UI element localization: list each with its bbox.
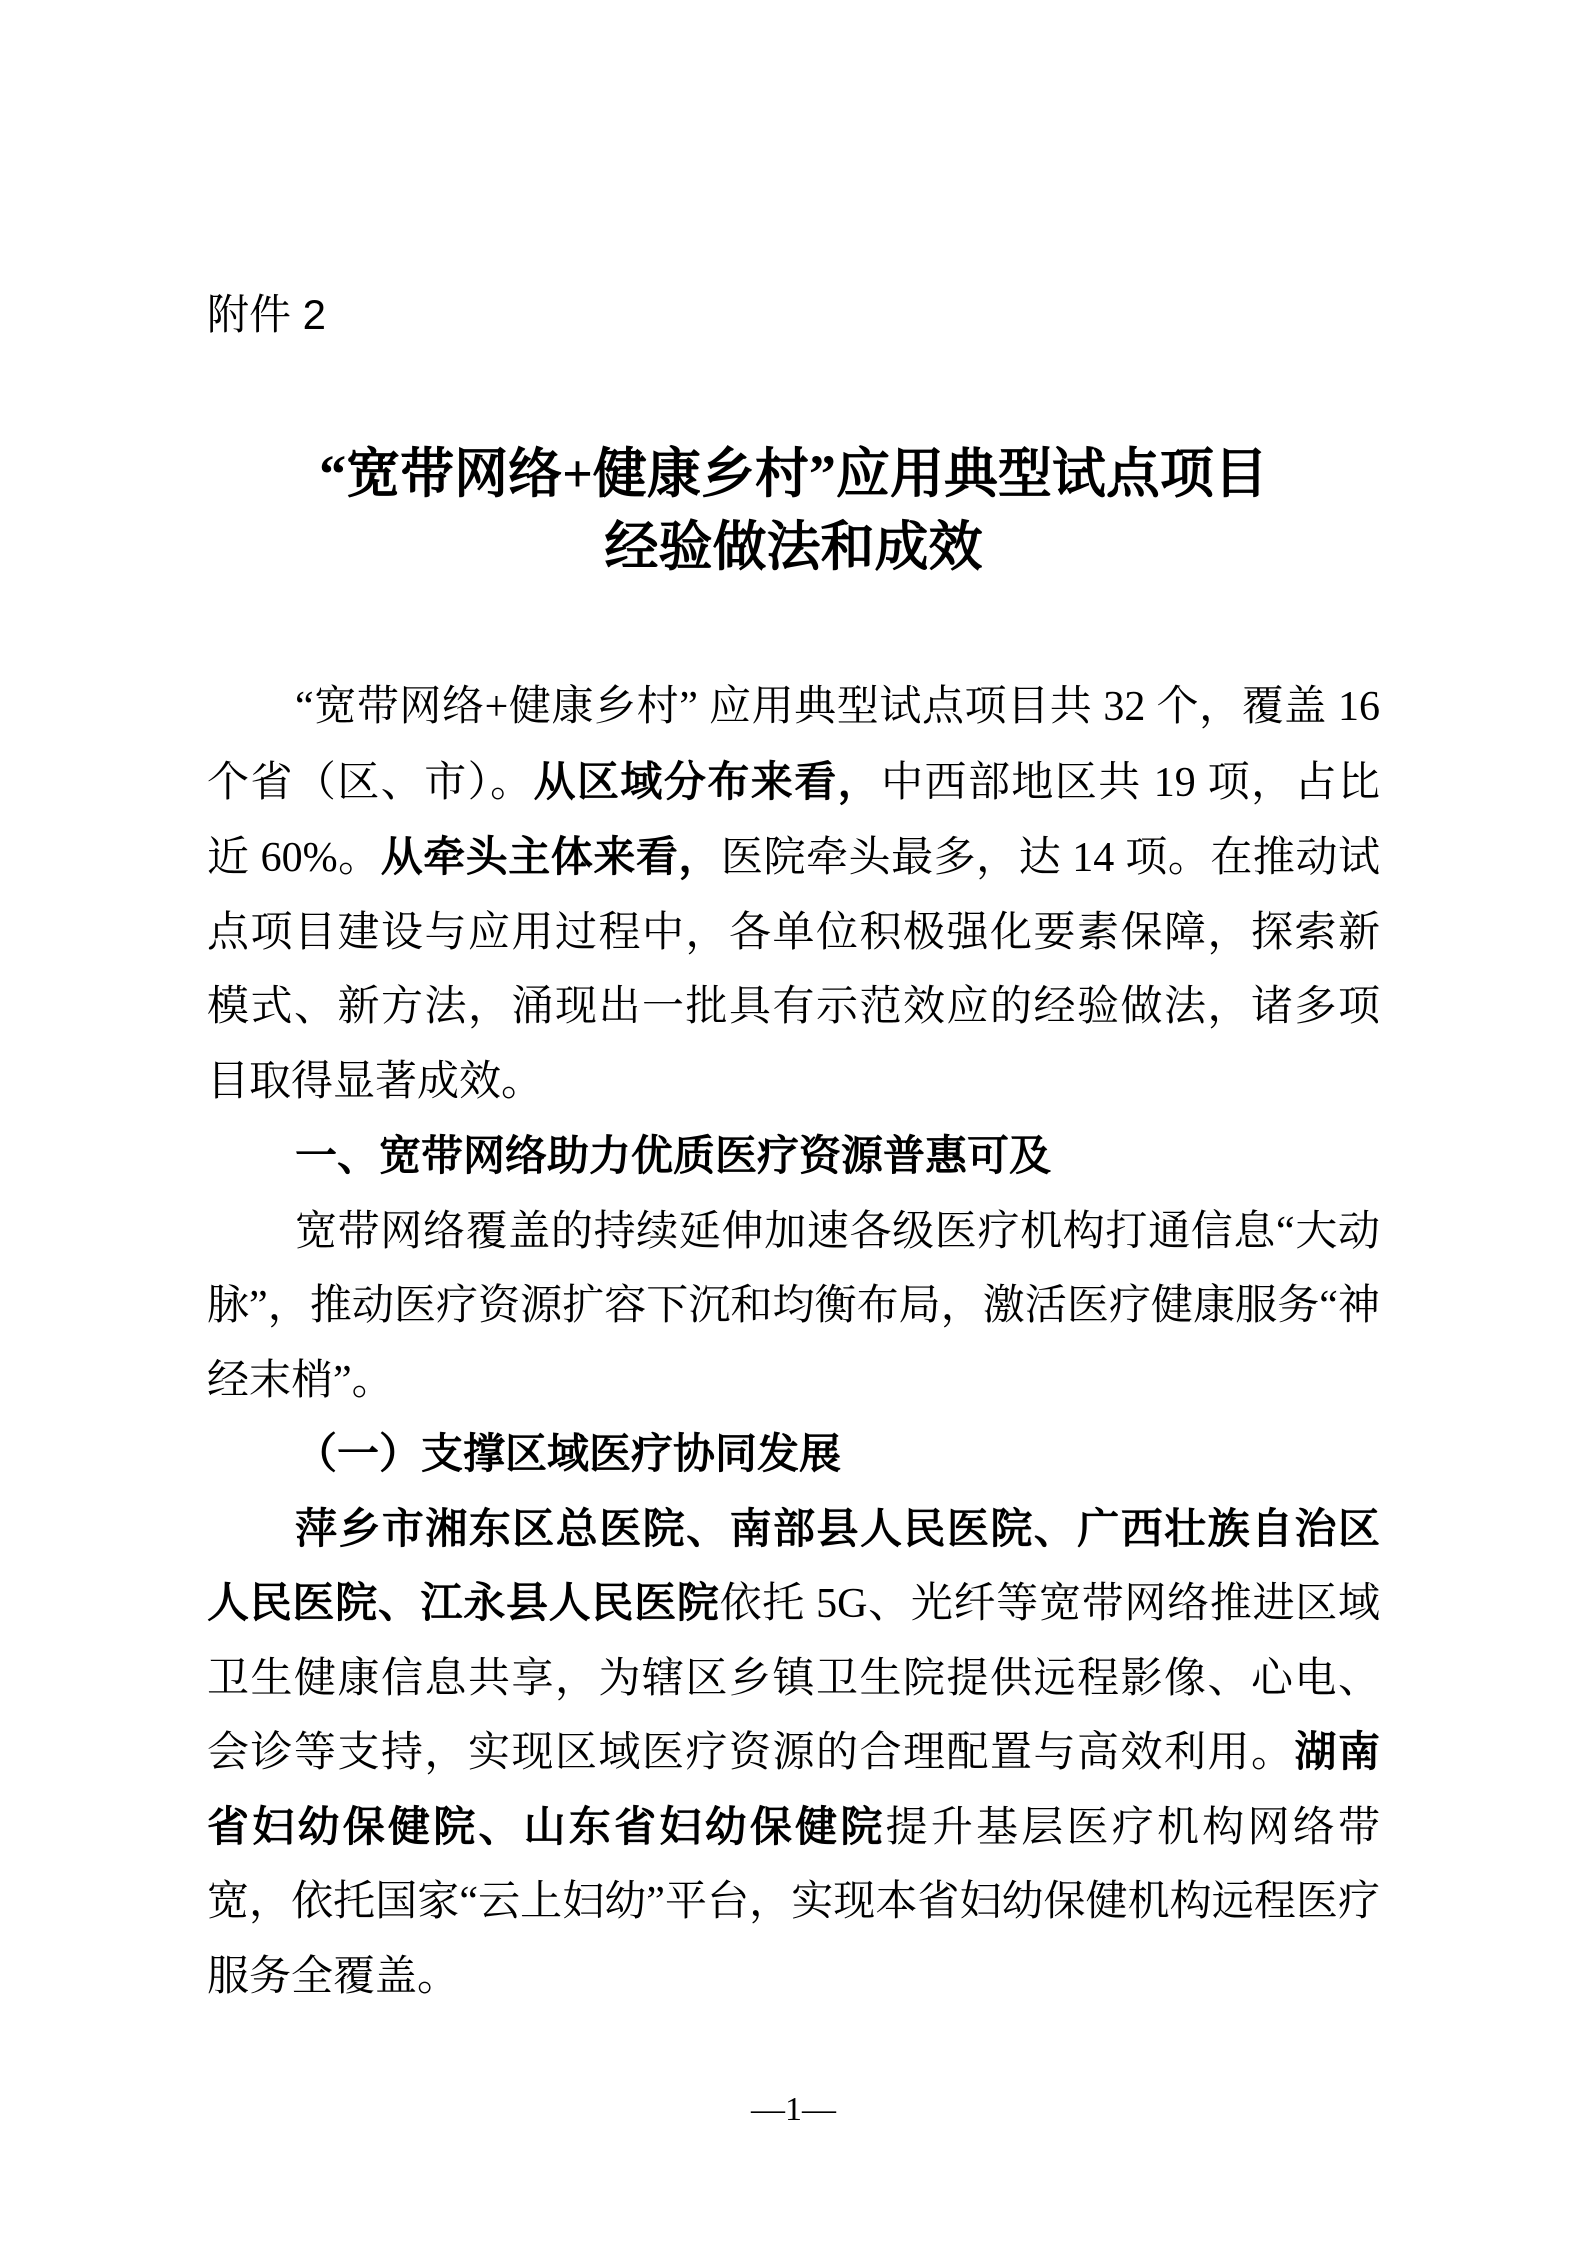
text-segment-heading-hei: 一、宽带网络助力优质医疗资源普惠可及 [295, 1132, 1052, 1179]
text-segment-bold-kai: 萍乡市湘东区总医院、南部县人民医院、广西壮族自治区人民医院、江永县人民医院 [207, 1506, 1380, 1627]
section-intro-paragraph [207, 1195, 1380, 1419]
text-segment-normal: 提升基层医疗机构网络带宽，依托国家“云上妇幼”平台，实现本省妇幼保健机构远程医疗服务全覆盖。 [207, 1804, 1380, 2000]
attachment-label: 附件 2 [207, 291, 327, 338]
text-segment-normal: 宽带网络覆盖的持续延伸加速各级医疗机构打通信息“大动脉”，推动医疗资源扩容下沉和均衡布局，激活医疗健康服务“神经末梢”。 [207, 1208, 1380, 1404]
subsection-heading-1 [207, 1418, 1380, 1493]
text-segment-heading-kai: （一）支撑区域医疗协同发展 [295, 1432, 842, 1478]
document-title [207, 438, 1380, 584]
text-segment-bold-kai: 湖南省妇幼保健院、山东省妇幼保健院 [207, 1730, 1380, 1851]
text-segment-normal: 依托 5G、光纤等宽带网络推进区域卫生健康信息共享，为辖区乡镇卫生院提供远程影像、心电、会诊等支持，实现区域医疗资源的合理配置与高效利用。 [207, 1581, 1380, 1776]
subsection-paragraph [207, 1493, 1380, 2015]
text-segment-bold-hei: 从牵头主体来看， [380, 833, 721, 880]
text-segment-normal: “宽带网络+健康乡村” 应用典型试点项目共 32 个，覆盖 16 个省（区、市）。 [207, 684, 1380, 806]
text-segment-normal: 医院牵头最多，达 14 项。在推动试点项目建设与应用过程中，各单位积极强化要素保障，探索新模式、新方法，涌现出一批具有示范效应的经验做法，诸多项目取得显著成效。 [207, 835, 1380, 1105]
document-title-line-1: “宽带网络+健康乡村”应用典型试点项目 [319, 444, 1268, 504]
section-heading-1 [207, 1119, 1380, 1195]
document-title-line-2: 经验做法和成效 [604, 517, 983, 577]
text-segment-normal: 中西部地区共 19 项，占比近 60%。 [207, 759, 1380, 881]
document-body [207, 670, 1380, 2014]
text-segment-bold-hei: 从区域分布来看， [533, 757, 882, 805]
page-number: —1— [751, 2091, 836, 2128]
intro-paragraph [207, 670, 1380, 1119]
